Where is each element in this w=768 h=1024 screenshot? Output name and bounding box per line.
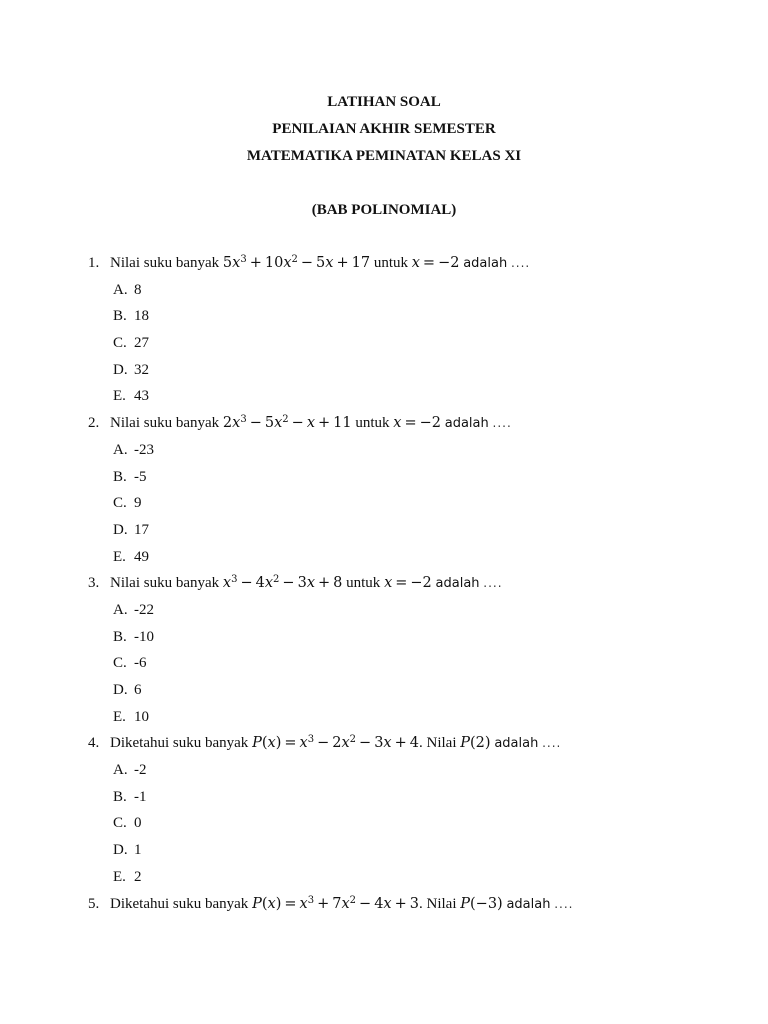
option-value: -10	[134, 628, 154, 645]
word-untuk: untuk	[373, 255, 408, 271]
option-letter: C.	[113, 495, 127, 512]
option-value: 6	[134, 682, 142, 698]
math-condition: x = −2	[411, 255, 460, 271]
option-4d[interactable]	[0, 839, 768, 866]
option-1e[interactable]	[0, 385, 768, 412]
option-letter: E.	[113, 708, 126, 725]
question-1	[0, 252, 768, 279]
question-3	[0, 572, 768, 599]
question-text: Nilai suku banyak	[110, 575, 220, 592]
option-letter: B.	[113, 628, 127, 645]
answer-blank: ....	[510, 256, 531, 270]
option-value: -23	[134, 441, 154, 458]
answer-blank: ....	[483, 576, 503, 591]
option-letter: C.	[113, 815, 127, 832]
math-evaluate: P(2)	[460, 735, 491, 752]
math-expression: $P(x) = x^3 - 2x^2 - 3x + 4$	[252, 734, 419, 752]
option-2e[interactable]	[0, 546, 768, 573]
question-number: 2.	[88, 415, 100, 432]
question-5	[0, 893, 768, 920]
question-middle: . Nilai	[419, 895, 457, 912]
header-subject: MATEMATIKA PEMINATAN KELAS XI	[246, 148, 522, 164]
option-letter: E.	[113, 388, 126, 405]
question-text: Diketahui suku banyak	[110, 895, 249, 912]
question-number: 4.	[88, 735, 100, 752]
question-4	[0, 732, 768, 759]
option-2c[interactable]	[0, 492, 768, 519]
math-expression: $P(x) = x^3 + 7x^2 - 4x + 3$	[252, 894, 419, 912]
question-number: 5.	[88, 895, 100, 912]
document-header	[0, 92, 768, 227]
option-value: 10	[134, 708, 149, 725]
option-1a[interactable]	[0, 279, 768, 306]
header-title: LATIHAN SOAL	[327, 94, 441, 110]
option-4c[interactable]	[0, 812, 768, 839]
word-untuk: untuk	[355, 415, 390, 432]
option-value: 43	[134, 388, 149, 405]
option-value: 8	[134, 281, 142, 298]
option-value: -5	[134, 468, 147, 485]
header-chapter: (BAB POLINOMIAL)	[311, 202, 457, 218]
option-letter: C.	[113, 655, 127, 672]
option-letter: A.	[113, 281, 128, 298]
option-4e[interactable]	[0, 866, 768, 893]
option-3d[interactable]	[0, 679, 768, 706]
header-subtitle: PENILAIAN AKHIR SEMESTER	[272, 121, 496, 137]
answer-blank: ....	[554, 896, 574, 911]
option-value: 0	[134, 815, 142, 832]
question-middle: . Nilai	[419, 735, 457, 752]
word-adalah: adalah	[506, 896, 551, 912]
option-value: 18	[134, 308, 149, 325]
option-letter: E.	[113, 548, 126, 565]
question-text: Nilai suku banyak	[110, 415, 220, 432]
math-expression: $2x^3 - 5x^2 - x + 11$	[222, 414, 352, 432]
question-text: Diketahui suku banyak	[110, 735, 249, 752]
math-expression: $x^3 - 4x^2 - 3x + 8$	[222, 574, 343, 592]
option-1b[interactable]	[0, 305, 768, 332]
option-letter: A.	[113, 441, 128, 458]
word-adalah: adalah	[444, 416, 489, 432]
option-value: 1	[134, 842, 142, 859]
option-4b[interactable]	[0, 786, 768, 813]
option-1d[interactable]	[0, 359, 768, 386]
question-list	[0, 252, 768, 919]
math-evaluate: P(−3)	[460, 895, 503, 912]
option-letter: A.	[113, 762, 128, 779]
option-value: -1	[134, 788, 147, 805]
option-2b[interactable]	[0, 466, 768, 493]
option-3e[interactable]	[0, 706, 768, 733]
math-condition: x = −2	[384, 575, 432, 592]
word-adalah: adalah	[463, 256, 508, 271]
question-number: 1.	[88, 255, 100, 271]
option-letter: E.	[113, 868, 126, 885]
option-letter: B.	[113, 468, 127, 485]
math-condition: x = −2	[393, 415, 441, 432]
option-value: 32	[134, 361, 149, 378]
question-number: 3.	[88, 575, 100, 592]
option-value: -22	[134, 601, 154, 618]
option-letter: D.	[113, 361, 128, 378]
option-value: 27	[134, 335, 149, 352]
option-letter: B.	[113, 788, 127, 805]
option-letter: D.	[113, 682, 128, 698]
word-adalah: adalah	[494, 736, 539, 752]
option-letter: D.	[113, 521, 128, 538]
option-3c[interactable]	[0, 652, 768, 679]
option-3a[interactable]	[0, 599, 768, 626]
word-adalah: adalah	[435, 576, 480, 592]
option-letter: B.	[113, 308, 127, 325]
option-4a[interactable]	[0, 759, 768, 786]
option-1c[interactable]	[0, 332, 768, 359]
option-2d[interactable]	[0, 519, 768, 546]
option-value: 2	[134, 868, 142, 885]
question-text: Nilai suku banyak	[110, 255, 220, 271]
math-expression: $5x^3 + 10x^2 - 5x + 17$	[222, 254, 371, 271]
word-untuk: untuk	[346, 575, 381, 592]
option-value: -6	[134, 655, 147, 672]
option-value: 49	[134, 548, 149, 565]
option-3b[interactable]	[0, 626, 768, 653]
answer-blank: ....	[492, 416, 512, 431]
option-value: 9	[134, 495, 142, 512]
answer-blank: ....	[542, 736, 562, 751]
option-2a[interactable]	[0, 439, 768, 466]
option-letter: A.	[113, 601, 128, 618]
option-letter: C.	[113, 335, 127, 352]
question-2	[0, 412, 768, 439]
option-value: -2	[134, 762, 147, 779]
option-letter: D.	[113, 842, 128, 859]
option-value: 17	[134, 521, 149, 538]
